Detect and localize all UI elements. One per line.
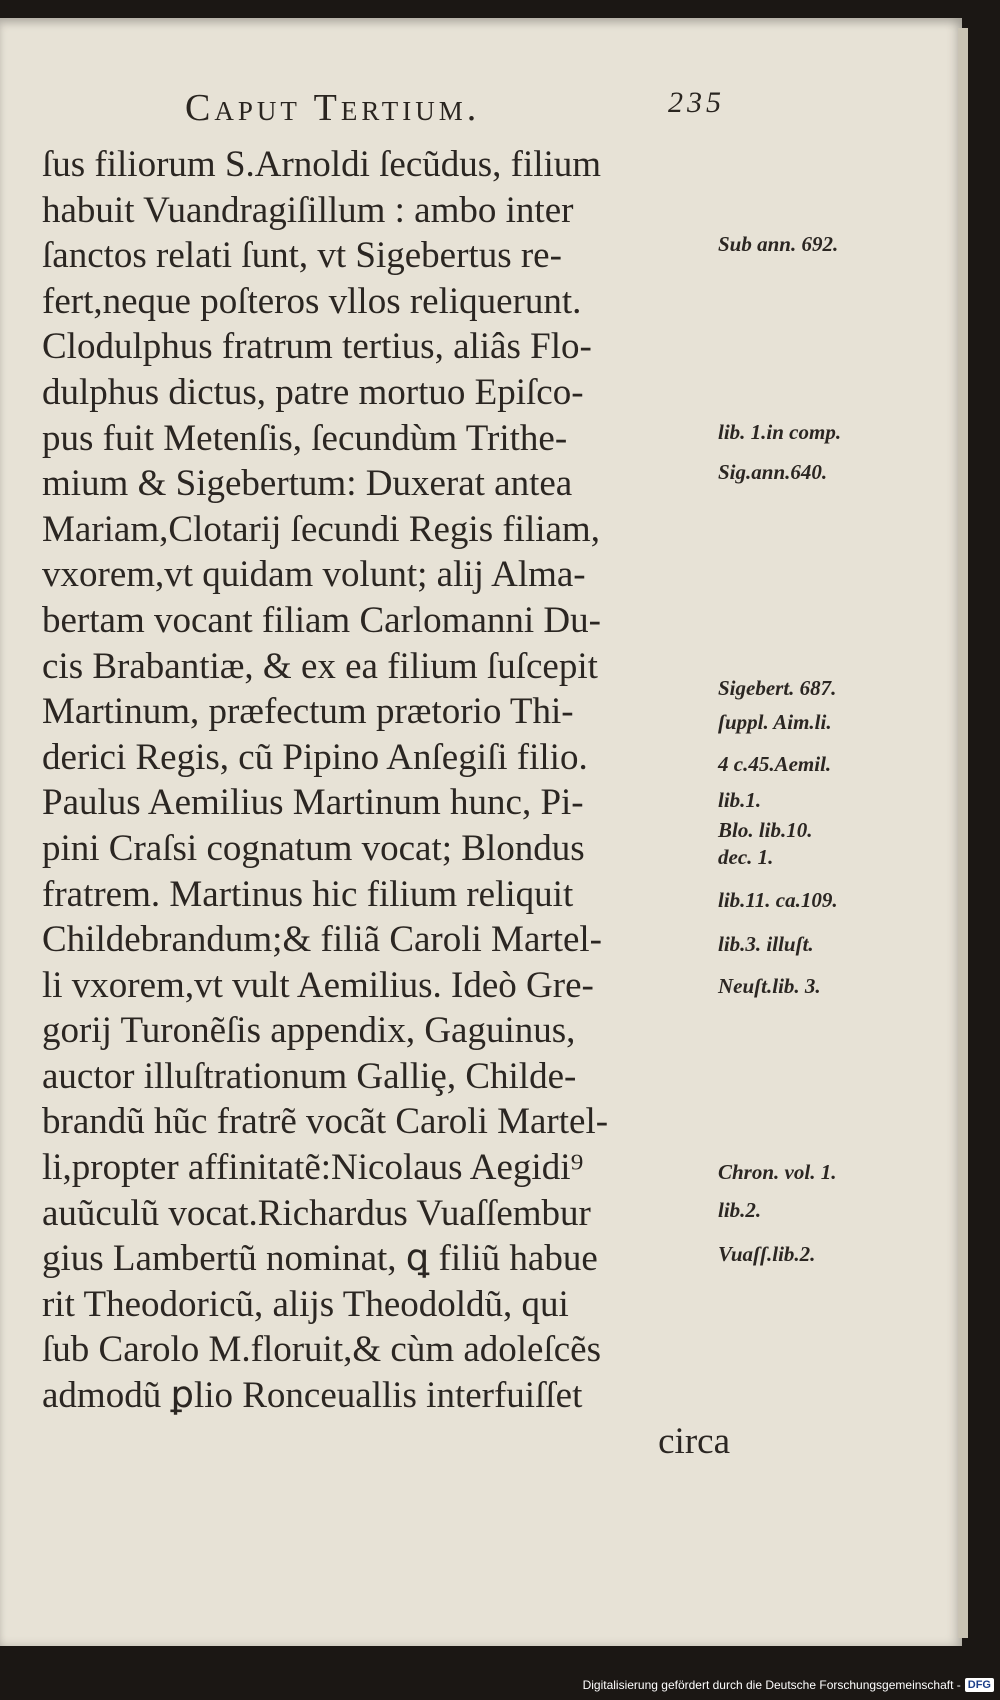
text-line: ſus filiorum S.Arnoldi ſecũdus, filium xyxy=(42,144,602,185)
margin-note: 4 c.45.Aemil. xyxy=(718,752,832,776)
text-line: gius Lambertũ nominat, ꝗ filiũ habue xyxy=(42,1238,598,1280)
text-line: auũculũ vocat.Richardus Vuaſſembur xyxy=(42,1192,591,1234)
text-line: dulphus dictus, patre mortuo Epiſco- xyxy=(42,371,584,413)
footer-text: Digitalisierung gefördert durch die Deutsche Forschungsgemeinschaft - xyxy=(582,1678,961,1692)
margin-note: lib. 1.in comp. xyxy=(718,420,842,444)
text-line: auctor illuſtrationum Galliȩ, Childe- xyxy=(42,1055,577,1097)
text-line: habuit Vuandragiſillum : ambo inter xyxy=(42,189,574,231)
margin-note: Blo. lib.10. xyxy=(718,818,813,842)
text-line: bertam vocant filiam Carlomanni Du- xyxy=(42,599,601,641)
text-line: Paulus Aemilius Martinum hunc, Pi- xyxy=(42,782,584,824)
margin-note: lib.1. xyxy=(718,788,762,812)
text-line: pini Craſsi cognatum vocat; Blondus xyxy=(42,827,585,869)
text-line: li,propter affinitatẽ:Nicolaus Aegidi⁹ xyxy=(42,1147,584,1189)
margin-note: lib.2. xyxy=(718,1198,762,1222)
text-line: cis Brabantiæ, & ex ea filium ſuſcepit xyxy=(42,645,598,687)
text-line: vxorem,vt quidam volunt; alij Alma- xyxy=(42,554,586,596)
footer xyxy=(583,1674,994,1696)
text-line: Mariam,Clotarij ſecundi Regis filiam, xyxy=(42,508,600,550)
text-line: pus fuit Metenſis, ſecundùm Trithe- xyxy=(42,417,568,459)
text-line: ſub Carolo M.floruit,& cùm adoleſcẽs xyxy=(42,1329,601,1371)
page-number: 235 xyxy=(668,86,725,119)
running-head xyxy=(185,86,725,136)
page-edge xyxy=(958,28,968,1638)
margin-note: Neuſt.lib. 3. xyxy=(718,974,821,998)
text-line: derici Regis, cũ Pipino Anſegiſi filio. xyxy=(42,736,588,778)
text-line: brandũ hũc fratrẽ vocãt Caroli Martel- xyxy=(42,1101,609,1143)
text-line: rit Theodoricũ, alijs Theodoldũ, qui xyxy=(42,1283,569,1325)
text-line: Martinum, præfectum prætorio Thi- xyxy=(42,691,574,733)
catchword: circa xyxy=(658,1420,730,1462)
margin-note: lib.3. illuſt. xyxy=(718,932,814,956)
text-line: ſanctos relati ſunt, vt Sigebertus re- xyxy=(42,235,562,277)
text-line: gorij Turonẽſis appendix, Gaguinus, xyxy=(42,1010,576,1052)
margin-note: Sig.ann.640. xyxy=(718,460,828,484)
text-line: admodũ ꝑlio Ronceuallis interfuiſſet xyxy=(42,1375,583,1417)
text-line: Clodulphus fratrum tertius, aliâs Flo- xyxy=(42,326,592,368)
running-title: Caput Tertium. xyxy=(185,87,481,129)
text-line: fert,neque poſteros vllos reliquerunt. xyxy=(42,280,582,322)
margin-note: Chron. vol. 1. xyxy=(718,1160,837,1184)
margin-note: Sub ann. 692. xyxy=(718,232,839,256)
dfg-logo[interactable]: DFG xyxy=(965,1678,994,1692)
text-line: mium & Sigebertum: Duxerat antea xyxy=(42,463,573,505)
margin-note: lib.11. ca.109. xyxy=(718,888,838,912)
text-line: fratrem. Martinus hic filium reliquit xyxy=(42,873,574,915)
text-line: li vxorem,vt vult Aemilius. Ideò Gre- xyxy=(42,964,594,1006)
body-text xyxy=(42,142,732,1464)
text-line: Childebrandum;& filiã Caroli Martel- xyxy=(42,919,603,961)
margin-note: Sigebert. 687. xyxy=(718,676,837,700)
margin-note: ſuppl. Aim.li. xyxy=(718,710,832,734)
margin-note: Vuaſſ.lib.2. xyxy=(718,1242,816,1266)
margin-note: dec. 1. xyxy=(718,845,774,869)
